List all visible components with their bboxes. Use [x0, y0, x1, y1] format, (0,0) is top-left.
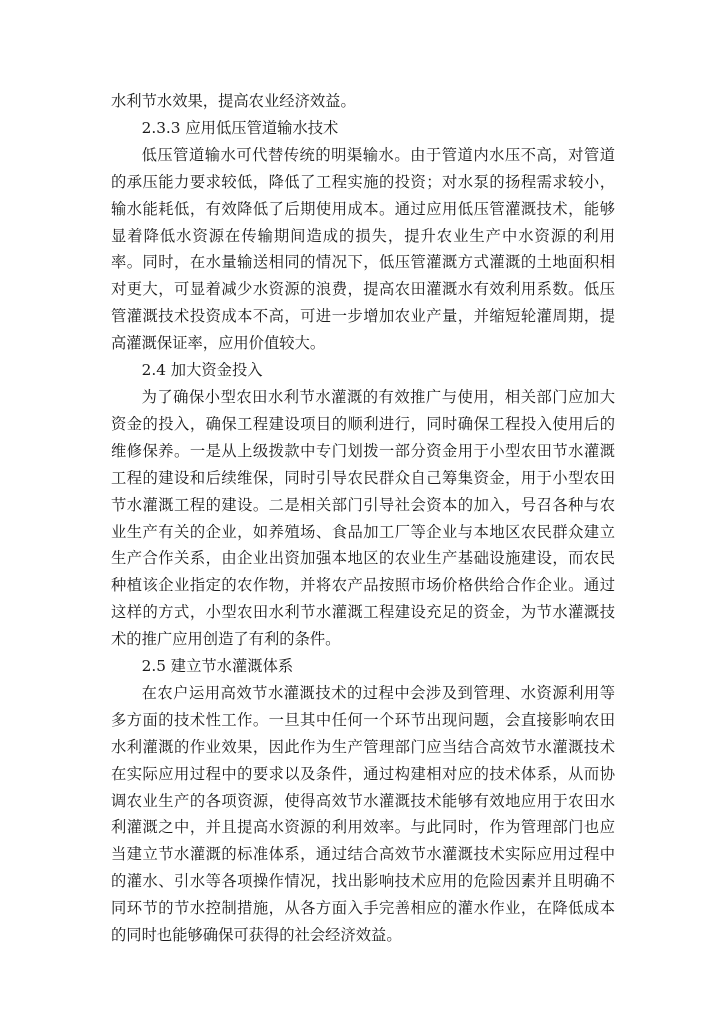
document-body	[111, 88, 615, 949]
paragraph-irrigation-system: 在农户运用高效节水灌溉技术的过程中会涉及到管理、水资源利用等多方面的技术性工作。一旦其中任何一个环节出现问题，会直接影响农田水利灌溉的作业效果，因此作为生产管理部门应当结合高效节水灌溉技术在实际应用过程中的要求以及条件，通过构建相对应的技术体系，从而协调农业生产的各项资源，使得高效节水灌溉技术能够有效地应用于农田水利灌溉之中，并且提高水资源的利用效率。与此同时，作为管理部门也应当建立节水灌溉的标准体系，通过结合高效节水灌溉技术实际应用过程中的灌水、引水等各项操作情况，找出影响技术应用的危险因素并且明确不同环节的节水控制措施，从各方面入手完善相应的灌水作业，在降低成本的同时也能够确保可获得的社会经济效益。	[111, 683, 615, 945]
section-heading-2-4: 2.4 加大资金投入	[141, 361, 263, 380]
paragraph-funding: 为了确保小型农田水利节水灌溉的有效推广与使用，相关部门应加大资金的投入，确保工程建设项目的顺利进行，同时确保工程投入使用后的维修保养。一是从上级拨款中专门划拨一部分资金用于小型农田节水灌溉工程的建设和后续维保，同时引导农民群众自己筹集资金，用于小型农田节水灌溉工程的建设。二是相关部门引导社会资本的加入，号召各种与农业生产有关的企业，如养殖场、食品加工厂等企业与本地区农民群众建立生产合作关系，由企业出资加强本地区的农业生产基础设施建设，而农民种植该企业指定的农作物，并将农产品按照市场价格供给合作企业。通过这样的方式，小型农田水利节水灌溉工程建设充足的资金，为节水灌溉技术的推广应用创造了有利的条件。	[111, 387, 615, 649]
paragraph-low-pressure-pipe: 低压管道输水可代替传统的明渠输水。由于管道内水压不高，对管道的承压能力要求较低，降低了工程实施的投资；对水泵的扬程需求较小，输水能耗低，有效降低了后期使用成本。通过应用低压管灌溉技术，能够显着降低水资源在传输期间造成的损失，提升农业生产中水资源的利用率。同时，在水量输送相同的情况下，低压管灌溉方式灌溉的土地面积相对更大，可显着减少水资源的浪费，提高农田灌溉水有效利用系数。低压管灌溉技术投资成本不高，可进一步增加农业产量，并缩短轮灌周期，提高灌溉保证率，应用价值较大。	[111, 145, 615, 353]
section-heading-2-5: 2.5 建立节水灌溉体系	[141, 657, 294, 676]
section-heading-2-3-3: 2.3.3 应用低压管道输水技术	[141, 118, 339, 137]
continuation-paragraph: 水利节水效果，提高农业经济效益。	[111, 92, 356, 110]
